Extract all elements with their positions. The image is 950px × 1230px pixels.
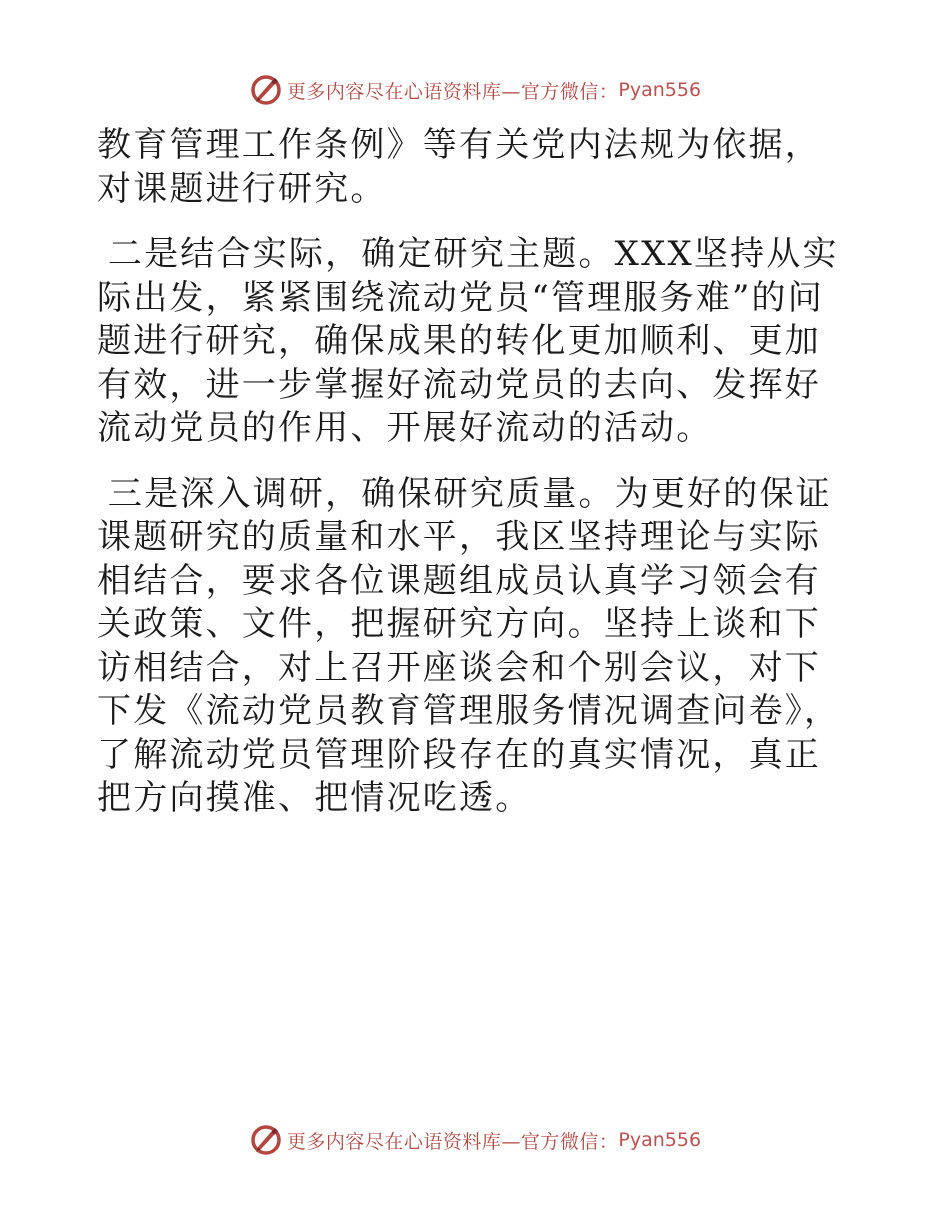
document-body: [97, 124, 853, 821]
banner-text: 更多内容尽在心语资料库—官方微信：: [286, 80, 619, 103]
wechat-id: Pyan556: [618, 1129, 702, 1151]
wechat-id: Pyan556: [618, 79, 702, 101]
paragraph-continuation: 教育管理工作条例》等有关党内法规为依据，对课题进行研究。: [97, 125, 821, 209]
footer-banner: [0, 1120, 950, 1160]
paragraph-point-two: 二是结合实际，确定研究主题。XXX坚持从实际出发，紧紧围绕流动党员“管理服务难”的问题进行研究，确保成果的转化更加顺利、更加有效，进一步掌握好流动党员的去向、发挥好流动党员的作用、开展好流动的活动。: [97, 234, 839, 448]
pen-circle-logo-icon: [249, 73, 283, 107]
paragraph-point-three: 三是深入调研，确保研究质量。为更好的保证课题研究的质量和水平，我区坚持理论与实际相结合，要求各位课题组成员认真学习领会有关政策、文件，把握研究方向。坚持上谈和下访相结合，对上召开座谈会和个别会议，对下下发《流动党员教育管理服务情况调查问卷》，了解流动党员管理阶段存在的真实情况，真正把方向摸准、把情况吃透。: [97, 473, 841, 818]
header-banner: [0, 70, 950, 110]
pen-circle-logo-icon: [249, 1123, 283, 1157]
banner-text: 更多内容尽在心语资料库—官方微信：: [286, 1130, 619, 1153]
